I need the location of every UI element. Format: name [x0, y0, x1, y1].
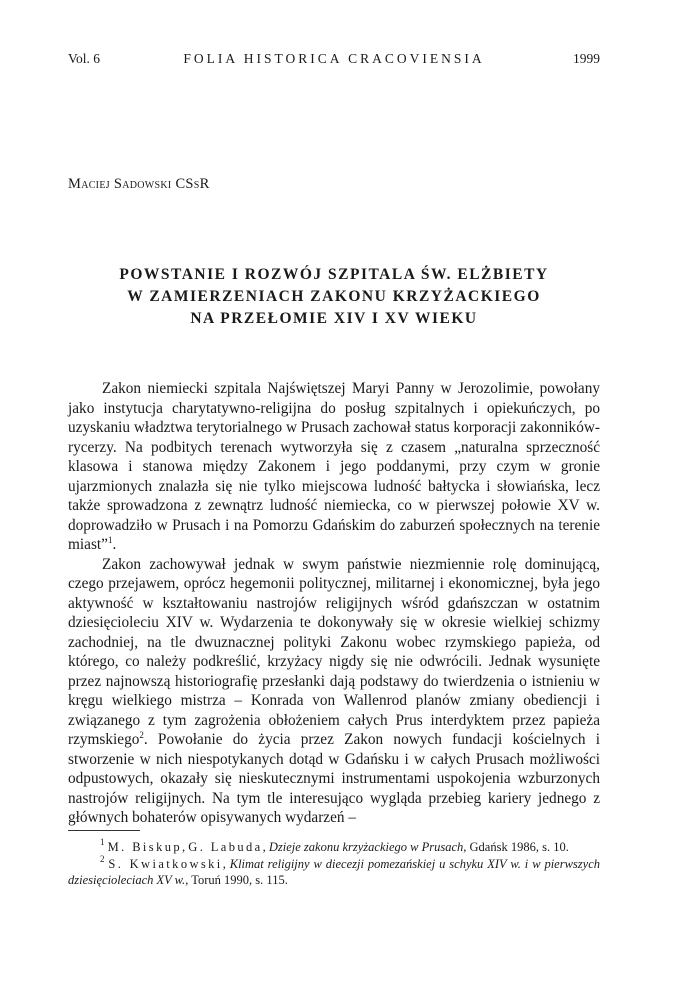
footnote-1-author-a: M. Biskup	[107, 840, 183, 854]
paragraph-2	[68, 555, 600, 828]
footnote-1-work: Dzieje zakonu krzyżackiego w Prusach	[268, 840, 464, 854]
article-body	[68, 379, 600, 828]
paragraph-1	[68, 379, 600, 555]
footnote-1-sep: ,	[182, 840, 189, 854]
publication-year: 1999	[573, 51, 600, 66]
footnote-1-rest: , Gdańsk 1986, s. 10.	[463, 840, 569, 854]
author-name: Maciej Sadowski CSsR	[68, 176, 210, 192]
title-line-3: NA PRZEŁOMIE XIV I XV WIEKU	[190, 310, 478, 327]
footnotes	[68, 839, 600, 889]
footnote-2	[68, 856, 600, 888]
footnote-1-comma: ,	[262, 840, 269, 854]
paragraph-1-end: .	[112, 536, 117, 553]
title-line-2: W ZAMIERZENIACH ZAKONU KRZYŻACKIEGO	[127, 288, 541, 305]
volume-number: Vol. 6	[68, 51, 101, 66]
footnote-2-number: 2	[100, 854, 105, 864]
footnote-2-rest: , Toruń 1990, s. 115.	[185, 873, 288, 887]
paragraph-1-text: Zakon niemiecki szpitala Najświętszej Maryi Panny w Jerozolimie, powołany jako instytucja charytatywno-religijna do posług szpitalnych i opiekuńczych, po uzyskaniu władztwa terytorialnego w Prusach zachował status korporacji zakonników-rycerzy. Na podbitych terenach wytworzyła się z czasem „naturalna sprzeczność klasowa i stanowa między Zakonem i jego poddanymi, przy czym w gronie ujarzmionych znalazła się nie tylko miejscowa ludność bałtycka i słowiańska, lecz także sprowadzona z zewnątrz ludność niemiecka, co w pierwszej połowie XV w. doprowadziło w Prusach i na Pomorzu Gdańskim do zaburzeń społecznych na terenie miast”	[68, 380, 600, 553]
paragraph-2-text-a: Zakon zachowywał jednak w swym państwie niezmiennie rolę dominującą, czego przejawem, oprócz hegemonii politycznej, militarnej i ekonomicznej, była jego aktywność w kształtowaniu nastrojów religijnych wśród gdańszczan w ostatnim dziesięcioleciu XIV w. Wydarzenia te dokonywały się w okresie wielkiej schizmy zachodniej, na tle dwuznacznej polityki Zakonu wobec rzymskiego papieża, od którego, co należy podkreślić, krzyżacy nigdy się nie odwrócili. Jednak wysunięte przez najnowszą historiografię przesłanki dają podstawy do twierdzenia o istnieniu w kręgu wielkiego mistrza – Konrada von Wallenrod planów zmiany obediencji i związanego z tym zagrożenia obłożeniem całych Prus interdyktem przez papieża rzymskiego	[68, 555, 600, 748]
footnote-1-author-b: G. Labuda	[188, 840, 263, 854]
footnote-separator	[68, 830, 140, 831]
footnote-ref-1: 1	[107, 535, 113, 545]
footnote-1-number: 1	[100, 837, 105, 847]
footnote-ref-2: 2	[139, 730, 144, 740]
footnote-2-author: S. Kwiatkowski	[108, 857, 223, 871]
paragraph-2-text-b: . Powołanie do życia przez Zakon nowych fundacji kościelnych i stworzenie w nich niespotykanych dotąd w Gdańsku i w całych Prusach możliwości odpustowych, okazały się nieskutecznymi instrumentami uspokojenia wzburzonych nastrojów religijnych. Na tym tle interesująco wygląda przebieg kariery jednego z głównych bohaterów opisywanych wydarzeń –	[68, 731, 600, 826]
footnote-1	[68, 839, 600, 855]
footnote-2-work: Klimat religijny w diecezji pomezańskiej u schyku XIV w. i w pierwszych dziesięcioleciach XV w.	[68, 857, 600, 887]
journal-title: FOLIA HISTORICA CRACOVIENSIA	[183, 51, 485, 66]
footnote-2-comma: ,	[222, 857, 230, 871]
article-title	[68, 264, 600, 330]
title-line-1: POWSTANIE I ROZWÓJ SZPITALA ŚW. ELŻBIETY	[119, 266, 549, 283]
